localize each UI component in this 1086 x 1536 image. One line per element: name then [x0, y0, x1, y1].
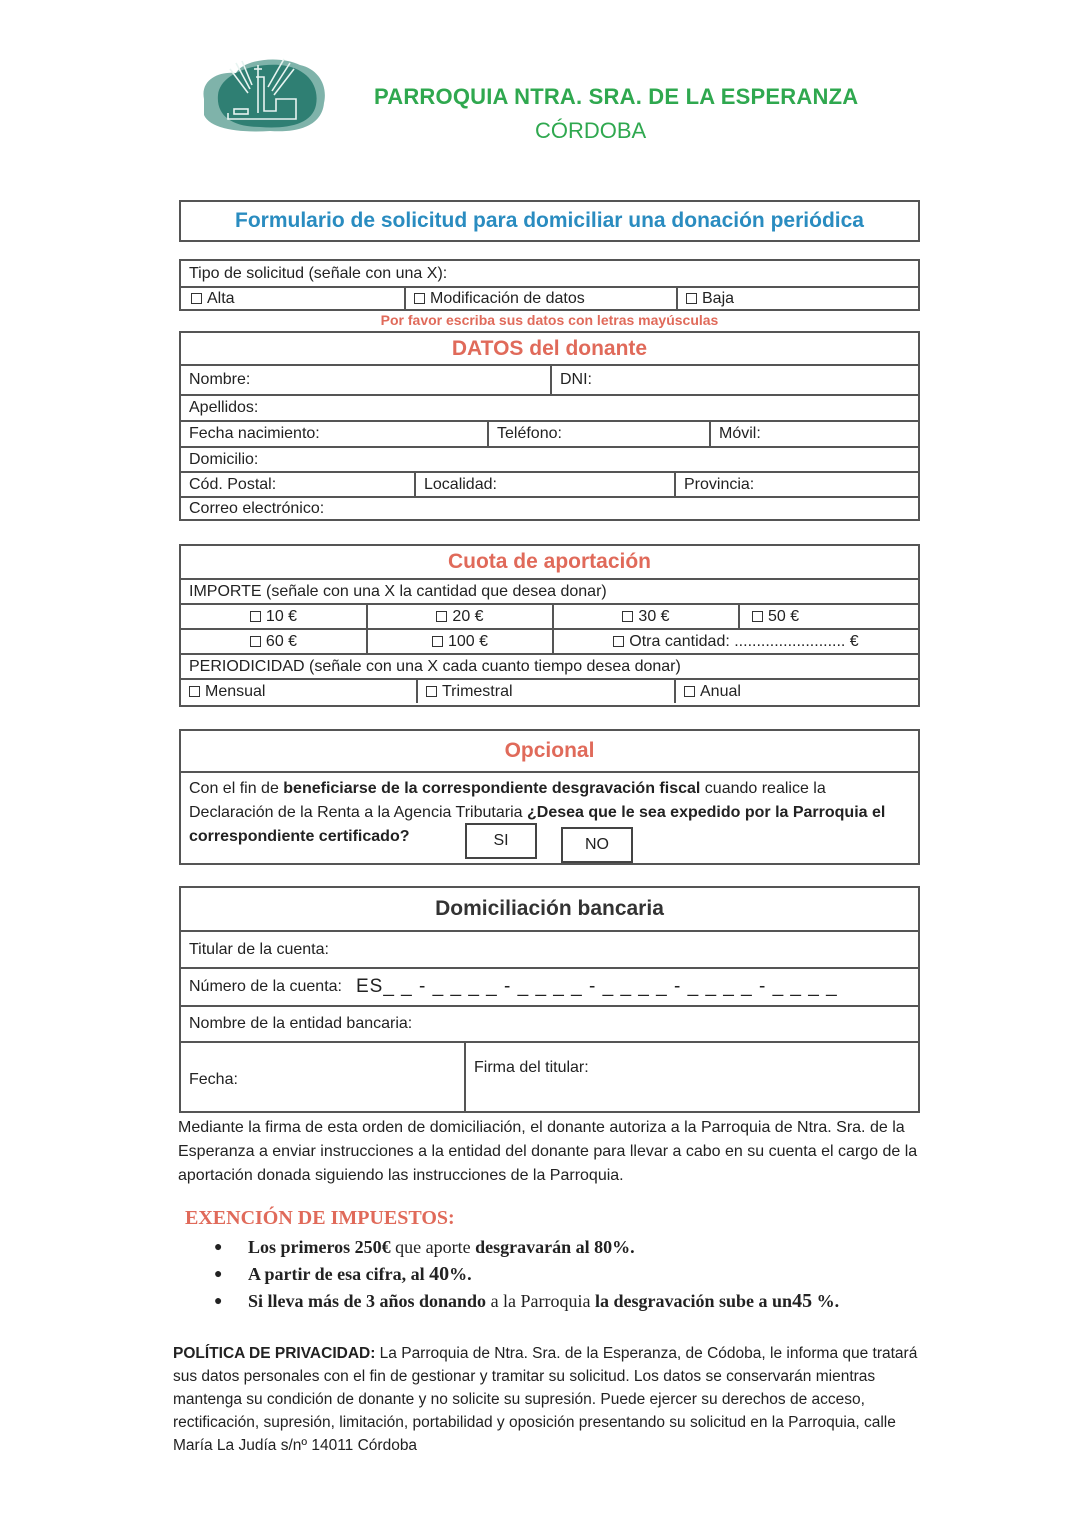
iban-mask: ES_ _ - _ _ _ _ - _ _ _ _ - _ _ _ _ - _ _ _ _ - _ _ _ _: [355, 976, 838, 997]
frequency-mensual[interactable]: Mensual: [181, 680, 416, 703]
checkbox-icon[interactable]: [684, 686, 695, 697]
option-alta[interactable]: Alta: [181, 288, 404, 309]
field-account-number[interactable]: Número de la cuenta: ES_ _ - _ _ _ _ - _ _ _ _ - _ _ _ _ - _ _ _ _ - _ _ _ _: [189, 976, 838, 997]
checkbox-icon[interactable]: [250, 611, 261, 622]
field-signature[interactable]: Firma del titular:: [464, 1043, 918, 1111]
checkbox-icon[interactable]: [613, 636, 624, 647]
form-title: Formulario de solicitud para domiciliar una donación periódica: [235, 209, 864, 232]
field-provincia[interactable]: Provincia:: [674, 473, 918, 496]
tax-title: EXENCIÓN DE IMPUESTOS:: [185, 1207, 455, 1229]
donor-data-box: [179, 331, 920, 521]
field-nombre[interactable]: Nombre:: [189, 371, 251, 388]
certificate-yes-box[interactable]: SI: [465, 823, 537, 859]
parish-church-logo-icon: [200, 55, 328, 133]
option-baja[interactable]: Baja: [676, 288, 918, 309]
frequency-anual[interactable]: Anual: [674, 680, 918, 703]
authorization-text: Mediante la firma de esta orden de domiciliación, el donante autoriza a la Parroquia de Ntra. Sra. de la Esperanza a enviar instrucciones a la entidad del donante para llevar a cabo en su cuenta el cargo de la aportación donada siguiendo las instrucciones de la Parroquia.: [178, 1119, 918, 1184]
field-bank-name[interactable]: Nombre de la entidad bancaria:: [189, 1015, 413, 1032]
amount-20[interactable]: 20 €: [366, 605, 552, 628]
contribution-box: [179, 544, 920, 707]
optional-question: Con el fin de beneficiarse de la correspondiente desgravación fiscal cuando realice la Declaración de la Renta a la Agencia Tributaria ¿Desea que le sea expedido por la Parroquia el correspondiente certificado?: [189, 780, 886, 845]
amount-label: IMPORTE (señale con una X la cantidad que desea donar): [189, 582, 607, 600]
frequency-trimestral[interactable]: Trimestral: [416, 680, 674, 703]
form-title-box: [179, 200, 920, 242]
optional-box: [179, 729, 920, 865]
tax-item: ● Si lleva más de 3 años donando a la Parroquia la desgravación sube a un45 %.: [214, 1288, 839, 1315]
checkbox-icon[interactable]: [622, 611, 633, 622]
field-account-holder[interactable]: Titular de la cuenta:: [189, 940, 329, 958]
bullet-icon: ●: [214, 1267, 223, 1282]
privacy-policy: [173, 1342, 923, 1457]
certificate-no-box[interactable]: NO: [561, 827, 633, 863]
uppercase-note: Por favor escriba sus datos con letras mayúsculas: [380, 312, 719, 328]
checkbox-icon[interactable]: [189, 686, 200, 697]
field-date[interactable]: Fecha:: [189, 1071, 238, 1088]
contribution-section-title: Cuota de aportación: [447, 550, 652, 573]
privacy-title: POLÍTICA DE PRIVACIDAD:: [173, 1345, 376, 1362]
amount-100[interactable]: 100 €: [366, 630, 552, 653]
frequency-label: PERIODICIDAD (señale con una X cada cuanto tiempo desea donar): [189, 657, 681, 675]
field-fecha-nacimiento[interactable]: Fecha nacimiento:: [189, 425, 320, 442]
org-name: PARROQUIA NTRA. SRA. DE LA ESPERANZA: [374, 84, 859, 109]
field-movil[interactable]: Móvil:: [709, 422, 918, 446]
checkbox-icon[interactable]: [432, 636, 443, 647]
amount-other[interactable]: Otra cantidad: ......................... €: [552, 630, 918, 653]
checkbox-icon[interactable]: [414, 293, 425, 304]
amount-50[interactable]: 50 €: [738, 605, 918, 628]
checkbox-icon[interactable]: [191, 293, 202, 304]
org-city: CÓRDOBA: [535, 118, 647, 143]
amount-10[interactable]: 10 €: [181, 605, 366, 628]
optional-section-title: Opcional: [504, 739, 595, 762]
bullet-icon: ●: [214, 1240, 223, 1255]
tax-list: [214, 1234, 839, 1315]
checkbox-icon[interactable]: [752, 611, 763, 622]
bank-section-title: Domiciliación bancaria: [435, 897, 664, 920]
amount-30[interactable]: 30 €: [552, 605, 738, 628]
checkbox-icon[interactable]: [686, 293, 697, 304]
checkbox-icon[interactable]: [426, 686, 437, 697]
request-type-box: [179, 259, 920, 311]
option-modificacion[interactable]: Modificación de datos: [404, 288, 676, 309]
field-localidad[interactable]: Localidad:: [414, 473, 674, 496]
bank-box: [179, 886, 920, 1113]
tax-item: ● A partir de esa cifra, al 40%.: [214, 1261, 839, 1288]
checkbox-icon[interactable]: [436, 611, 447, 622]
checkbox-icon[interactable]: [250, 636, 261, 647]
field-apellidos[interactable]: Apellidos:: [189, 399, 259, 416]
donor-section-title: DATOS del donante: [451, 336, 648, 360]
field-cod-postal[interactable]: Cód. Postal:: [189, 475, 277, 493]
field-correo[interactable]: Correo electrónico:: [189, 499, 325, 517]
request-type-label: Tipo de solicitud (señale con una X):: [189, 264, 448, 282]
field-telefono[interactable]: Teléfono:: [487, 422, 709, 446]
amount-60[interactable]: 60 €: [181, 630, 366, 653]
bullet-icon: ●: [214, 1294, 223, 1309]
privacy-text: La Parroquia de Ntra. Sra. de la Esperanza, de Códoba, le informa que tratará sus datos personales con el fin de gestionar y tramitar su solicitud. Los datos se conservarán mientras mantenga su condición de donante y no solicite su supresión. Puede ejercer su derechos de acceso, rectificación, supresión, limitación, portabilidad y oposición presentando su solicitud en la Parroquia, calle María La Judía s/nº 14011 Córdoba: [173, 1345, 918, 1454]
tax-item: ● Los primeros 250€ que aporte desgravarán al 80%.: [214, 1234, 839, 1261]
field-dni[interactable]: DNI:: [550, 366, 918, 394]
field-domicilio[interactable]: Domicilio:: [189, 450, 259, 468]
